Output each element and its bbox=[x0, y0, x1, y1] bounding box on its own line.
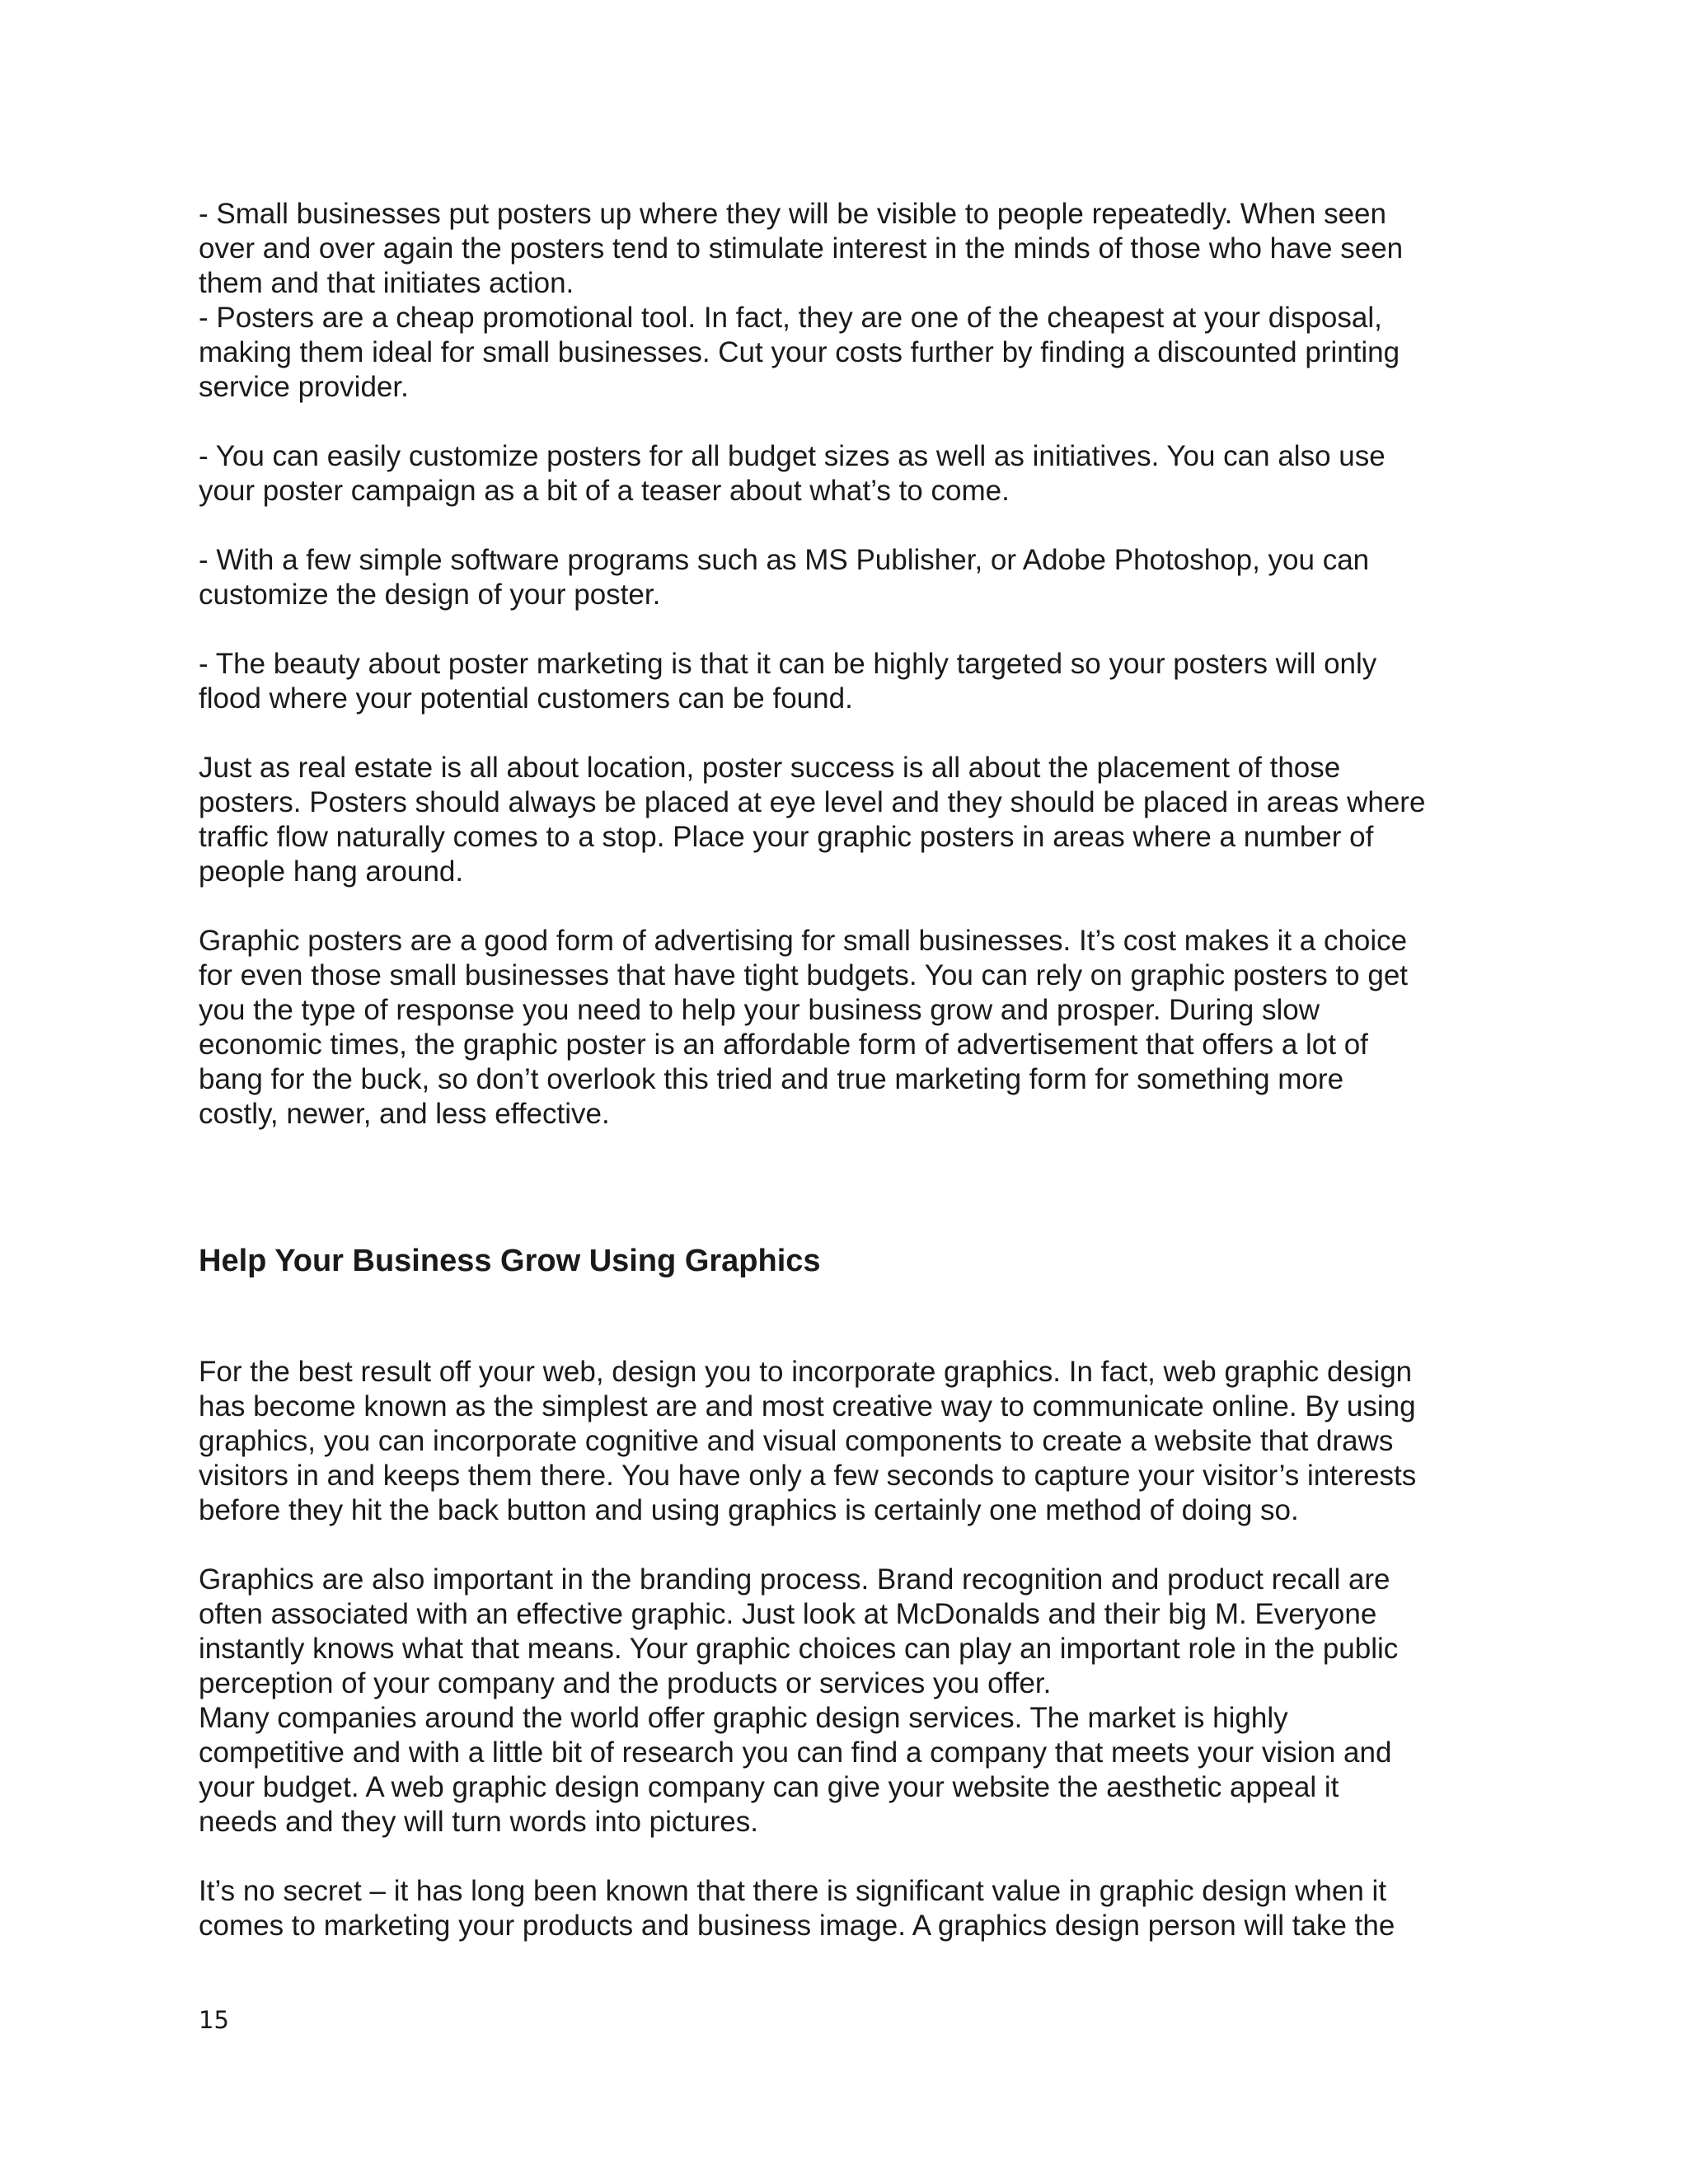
text-line: economic times, the graphic poster is an affordable form of advertisement that offers a lot of bbox=[199, 1029, 1368, 1061]
text-line: graphics, you can incorporate cognitive and visual components to create a website that draws bbox=[199, 1425, 1394, 1457]
text-line: Graphics are also important in the branding process. Brand recognition and product recall are bbox=[199, 1563, 1390, 1596]
page-number: 15 bbox=[199, 2006, 229, 2034]
text-line: competitive and with a little bit of research you can find a company that meets your vision and bbox=[199, 1736, 1392, 1769]
text-line: perception of your company and the products or services you offer. bbox=[199, 1667, 1052, 1699]
text-line: making them ideal for small businesses. Cut your costs further by finding a discounted printing bbox=[199, 336, 1400, 368]
text-line: service provider. bbox=[199, 371, 409, 403]
text-line: flood where your potential customers can be found. bbox=[199, 682, 853, 715]
text-line: comes to marketing your products and business image. A graphics design person will take the bbox=[199, 1910, 1395, 1942]
text-line: them and that initiates action. bbox=[199, 267, 574, 299]
paragraph-gap bbox=[199, 716, 1501, 751]
paragraph-gap bbox=[199, 405, 1501, 439]
body-text-section-2 bbox=[199, 1355, 1501, 1943]
text-line: - Small businesses put posters up where they will be visible to people repeatedly. When seen bbox=[199, 198, 1386, 230]
text-line: customize the design of your poster. bbox=[199, 579, 661, 611]
text-line: visitors in and keeps them there. You have only a few seconds to capture your visitor’s interests bbox=[199, 1460, 1417, 1492]
text-line: Just as real estate is all about location, poster success is all about the placement of those bbox=[199, 752, 1341, 784]
text-line: - With a few simple software programs such as MS Publisher, or Adobe Photoshop, you can bbox=[199, 544, 1370, 576]
text-line: your budget. A web graphic design company can give your website the aesthetic appeal it bbox=[199, 1771, 1339, 1803]
text-line: Graphic posters are a good form of advertising for small businesses. It’s cost makes it a choice bbox=[199, 925, 1408, 957]
paragraph-gap bbox=[199, 889, 1501, 924]
text-line: - Posters are a cheap promotional tool. In fact, they are one of the cheapest at your disposal, bbox=[199, 302, 1382, 334]
body-text-section-1 bbox=[199, 197, 1501, 1132]
text-line: posters. Posters should always be placed at eye level and they should be placed in areas where bbox=[199, 786, 1426, 818]
text-line: before they hit the back button and using graphics is certainly one method of doing so. bbox=[199, 1494, 1299, 1526]
text-line: over and over again the posters tend to stimulate interest in the minds of those who have seen bbox=[199, 232, 1404, 265]
section-heading: Help Your Business Grow Using Graphics bbox=[199, 1244, 821, 1278]
text-line: It’s no secret – it has long been known that there is significant value in graphic design when it bbox=[199, 1875, 1387, 1907]
text-line: needs and they will turn words into pictures. bbox=[199, 1806, 758, 1838]
text-line: bang for the buck, so don’t overlook this tried and true marketing form for something more bbox=[199, 1063, 1344, 1095]
text-line: has become known as the simplest are and most creative way to communicate online. By using bbox=[199, 1390, 1416, 1422]
paragraph-gap bbox=[199, 1840, 1501, 1874]
paragraph-gap bbox=[199, 509, 1501, 543]
text-line: often associated with an effective graphic. Just look at McDonalds and their big M. Everyone bbox=[199, 1598, 1377, 1630]
text-line: costly, newer, and less effective. bbox=[199, 1098, 610, 1130]
text-line: your poster campaign as a bit of a teaser about what’s to come. bbox=[199, 475, 1010, 507]
text-line: you the type of response you need to help your business grow and prosper. During slow bbox=[199, 994, 1320, 1026]
text-line: people hang around. bbox=[199, 855, 464, 888]
paragraph-gap bbox=[199, 612, 1501, 647]
paragraph-gap bbox=[199, 1528, 1501, 1563]
text-line: Many companies around the world offer graphic design services. The market is highly bbox=[199, 1702, 1288, 1734]
text-line: traffic flow naturally comes to a stop. Place your graphic posters in areas where a number of bbox=[199, 821, 1374, 853]
text-line: for even those small businesses that have tight budgets. You can rely on graphic posters to get bbox=[199, 959, 1409, 991]
text-line: - The beauty about poster marketing is that it can be highly targeted so your posters will only bbox=[199, 648, 1377, 680]
text-line: - You can easily customize posters for all budget sizes as well as initiatives. You can also use bbox=[199, 440, 1386, 472]
text-line: instantly knows what that means. Your graphic choices can play an important role in the public bbox=[199, 1633, 1399, 1665]
text-line: For the best result off your web, design you to incorporate graphics. In fact, web graphic design bbox=[199, 1356, 1413, 1388]
